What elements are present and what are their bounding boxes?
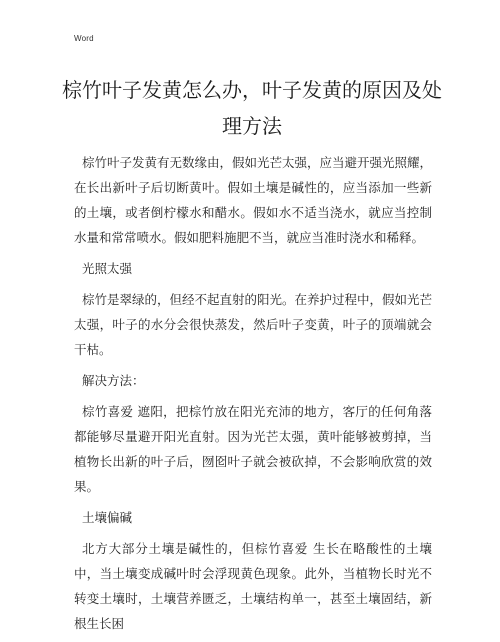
paragraph-solution: 棕竹喜爱 遮阳，把棕竹放在阳光充沛的地方，客厅的任何角落都能够尽量避开阳光直射。因为光芒太强，黄叶能够被剪掉，当植物长出新的叶子后，囫囵叶子就会被砍掉，不会影响欣赏的效果。 [74, 404, 432, 494]
section-heading-strong-light: 光照太强 [82, 261, 133, 276]
header-label: Word [74, 34, 94, 43]
section-heading-alkaline-soil: 土壤偏碱 [82, 510, 133, 525]
document-title: 棕竹叶子发黄怎么办，叶子发黄的原因及处理方法 [62, 78, 442, 138]
section-heading-solution: 解决方法： [82, 373, 145, 388]
paragraph-strong-light: 棕竹是翠绿的，但经不起直射的阳光。在养护过程中，假如光芒太强，叶子的水分会很快蒸发，然后叶子变黄，叶子的顶端就会干枯。 [74, 292, 433, 357]
document-body [74, 150, 432, 642]
paragraph-alkaline-soil: 北方大部分土壤是碱性的，但棕竹喜爱 生长在略酸性的土壤中，当土壤变成碱叶时会浮现黄色现象。此外，当植物长时光不转变土壤时，土壤营养匮乏，土壤结构单一，甚至土壤固结，新根生长困 [74, 541, 432, 631]
paragraph-intro: 棕竹叶子发黄有无数缘由，假如光芒太强，应当避开强光照耀，在长出新叶子后切断黄叶。假如土壤是碱性的，应当添加一些新的土壤，或者倒柠檬水和醋水。假如水不适当浇水，就应当控制水量和常常喷水。假如肥料施肥不当，就应当准时浇水和稀释。 [74, 155, 433, 245]
